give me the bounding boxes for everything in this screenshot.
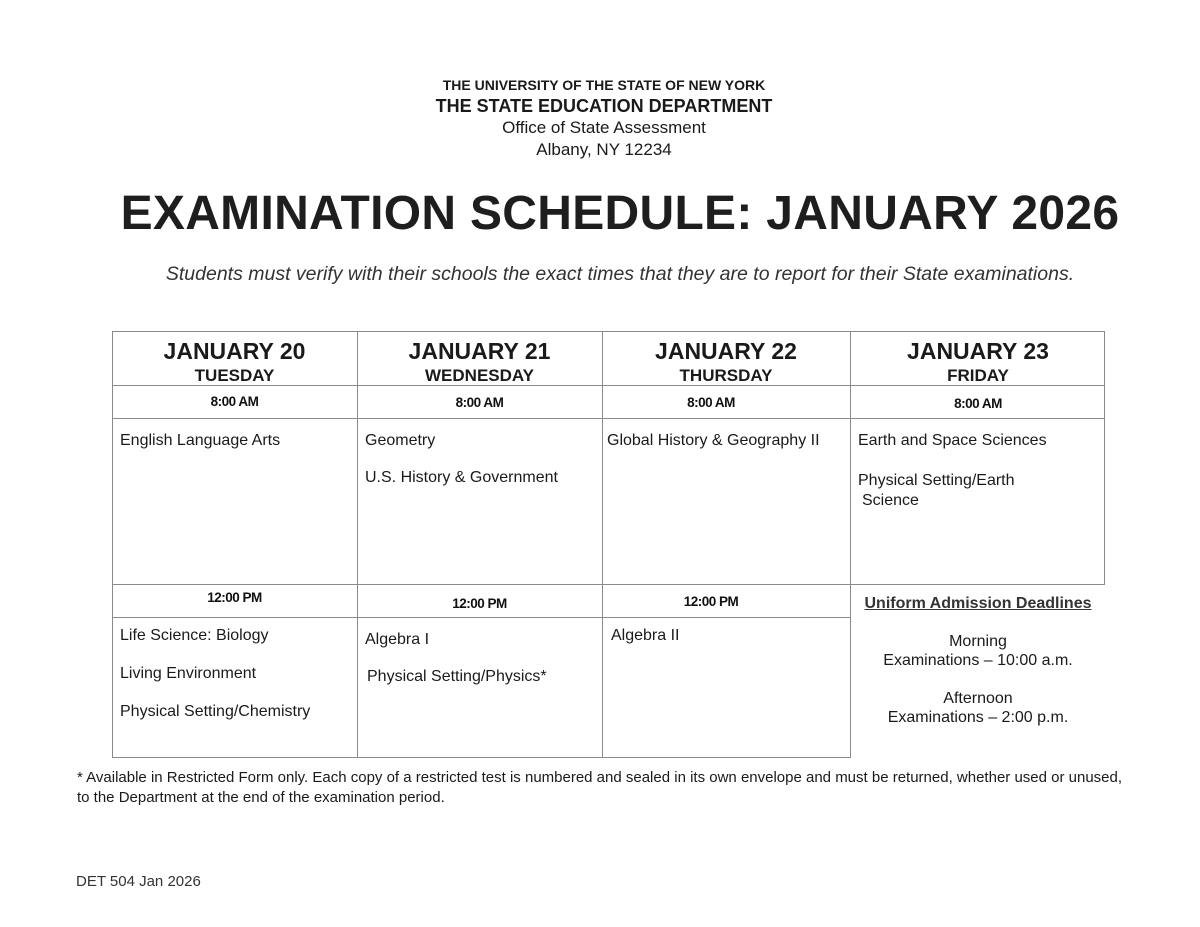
day-weekday: TUESDAY [194, 366, 275, 385]
afternoon-time: 12:00 PM [452, 596, 507, 611]
table-rule-morning-end [112, 584, 1105, 585]
morning-time: 8:00 AM [210, 394, 259, 409]
admission-afternoon-label: Afternoon [943, 690, 1013, 707]
office-name: Office of State Assessment [502, 118, 706, 137]
exam-item: Physical Setting/Chemistry [120, 703, 311, 720]
morning-time: 8:00 AM [687, 395, 735, 410]
exam-item: Living Environment [120, 665, 257, 682]
afternoon-time: 12:00 PM [207, 590, 262, 605]
exam-item: Earth and Space Sciences [858, 432, 1047, 449]
afternoon-time: 12:00 PM [683, 594, 739, 609]
university-name: THE UNIVERSITY OF THE STATE OF NEW YORK [442, 77, 766, 93]
exam-item: Physical Setting/Earth [858, 472, 1015, 489]
department-name: THE STATE EDUCATION DEPARTMENT [435, 96, 773, 116]
form-identifier: DET 504 Jan 2026 [76, 873, 201, 890]
day-date: JANUARY 22 [655, 338, 797, 364]
morning-time: 8:00 AM [954, 396, 1002, 411]
admission-morning-time: Examinations – 10:00 a.m. [883, 652, 1073, 669]
exam-item: Geometry [365, 432, 436, 449]
exam-item: Physical Setting/Physics* [367, 668, 547, 685]
day-weekday: WEDNESDAY [425, 366, 534, 385]
day-date: JANUARY 21 [408, 338, 551, 364]
exam-item: Algebra II [611, 627, 680, 644]
admission-afternoon-time: Examinations – 2:00 p.m. [887, 709, 1069, 726]
office-address: Albany, NY 12234 [536, 140, 672, 159]
admission-morning-label: Morning [949, 633, 1007, 650]
table-rule-afternoon-time [112, 617, 851, 618]
table-rule-morning-time [112, 418, 1105, 419]
day-weekday: THURSDAY [679, 366, 773, 385]
exam-item: U.S. History & Government [365, 469, 558, 486]
page-title: EXAMINATION SCHEDULE: JANUARY 2026 [120, 187, 1120, 240]
table-border-bottom [112, 757, 851, 758]
day-weekday: FRIDAY [947, 366, 1009, 385]
page-subtitle: Students must verify with their schools the exact times that they are to report for their State examinations. [165, 263, 1075, 285]
day-date: JANUARY 23 [907, 338, 1049, 364]
morning-time: 8:00 AM [455, 395, 504, 410]
exam-item: Science [862, 492, 919, 509]
exam-item: Algebra I [365, 631, 430, 648]
exam-item: English Language Arts [120, 432, 281, 449]
table-border-top [112, 331, 1105, 332]
exam-item: Global History & Geography II [607, 432, 820, 449]
exam-item: Life Science: Biology [120, 627, 269, 644]
admission-deadlines-title: Uniform Admission Deadlines [864, 595, 1092, 612]
day-date: JANUARY 20 [163, 338, 306, 364]
restricted-form-footnote: * Available in Restricted Form only. Each copy of a restricted test is numbered and sealed in its own envelope and must be returned, whether used or unused, to the Department at the end of the examination period. [77, 769, 1123, 806]
